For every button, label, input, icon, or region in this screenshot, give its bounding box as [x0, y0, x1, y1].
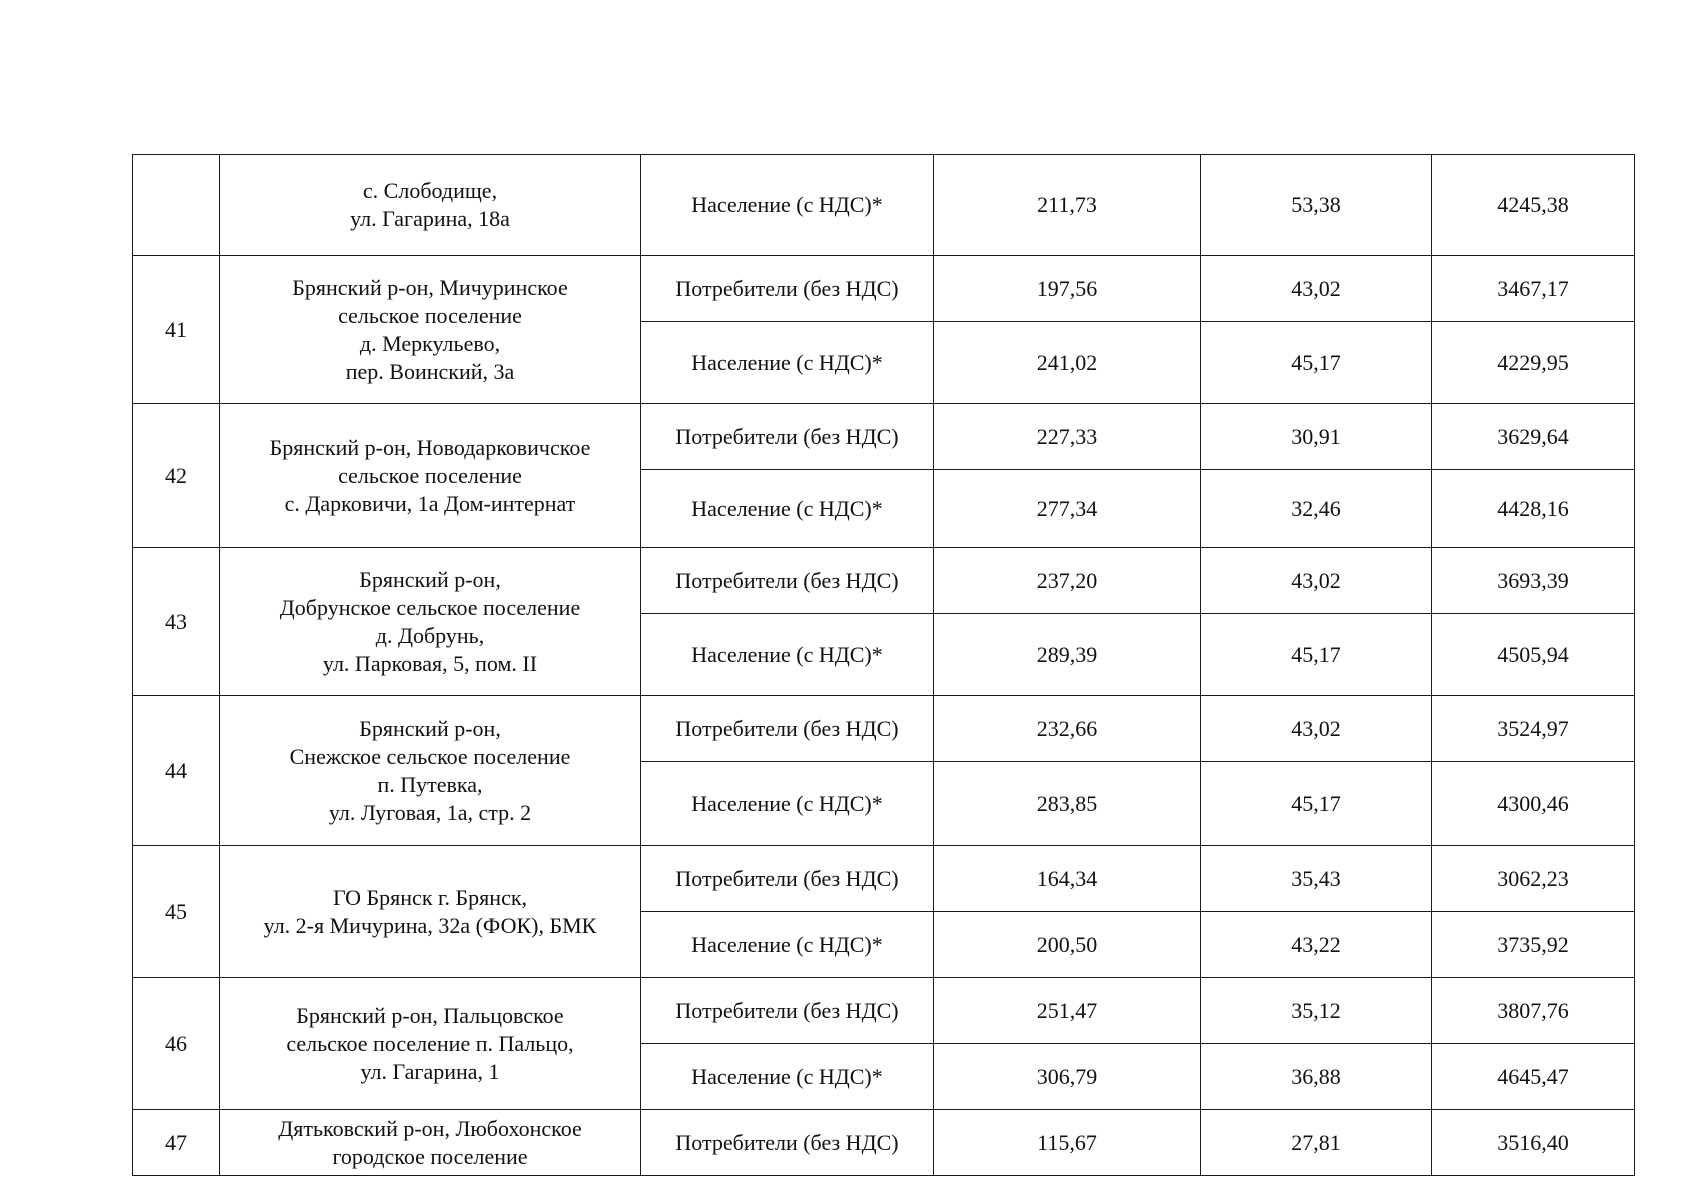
value-cell: 4645,47: [1432, 1044, 1635, 1110]
tariff-table: [132, 154, 1635, 1176]
address-line: Брянский р-он, Мичуринское: [292, 274, 568, 300]
consumer-category: Население (с НДС)*: [641, 470, 934, 548]
value-cell: 3467,17: [1432, 256, 1635, 322]
address-line: Добрунское сельское поселение: [279, 594, 581, 620]
value-cell: 30,91: [1201, 404, 1432, 470]
value-cell: 164,34: [934, 846, 1201, 912]
address-line: сельское поселение: [338, 462, 522, 488]
consumer-category: Население (с НДС)*: [641, 912, 934, 978]
address-line: Дятьковский р-он, Любохонское: [278, 1115, 582, 1141]
value-cell: 45,17: [1201, 322, 1432, 404]
row-number: 46: [133, 978, 220, 1110]
value-cell: 35,43: [1201, 846, 1432, 912]
value-cell: 4505,94: [1432, 614, 1635, 696]
table-row: [133, 978, 1635, 1044]
value-cell: 227,33: [934, 404, 1201, 470]
row-number: 43: [133, 548, 220, 696]
value-cell: 306,79: [934, 1044, 1201, 1110]
value-cell: 4245,38: [1432, 155, 1635, 256]
address-line: сельское поселение: [338, 302, 522, 328]
value-cell: 36,88: [1201, 1044, 1432, 1110]
consumer-category: Население (с НДС)*: [641, 614, 934, 696]
value-cell: 232,66: [934, 696, 1201, 762]
value-cell: 35,12: [1201, 978, 1432, 1044]
value-cell: 4300,46: [1432, 762, 1635, 846]
value-cell: 45,17: [1201, 614, 1432, 696]
consumer-category: Потребители (без НДС): [641, 404, 934, 470]
address-line: пер. Воинский, 3а: [345, 358, 515, 384]
table-row: [133, 696, 1635, 762]
address-cell: [220, 978, 641, 1110]
value-cell: 43,02: [1201, 548, 1432, 614]
consumer-category: Население (с НДС)*: [641, 762, 934, 846]
consumer-category: Потребители (без НДС): [641, 256, 934, 322]
consumer-category: Потребители (без НДС): [641, 1110, 934, 1176]
row-number: 45: [133, 846, 220, 978]
table-row: [133, 846, 1635, 912]
address-line: с. Слободище,: [362, 178, 498, 203]
value-cell: 43,02: [1201, 696, 1432, 762]
row-number: 44: [133, 696, 220, 846]
address-line: Брянский р-он, Пальцовское: [296, 1002, 564, 1028]
address-line: п. Путевка,: [377, 771, 483, 797]
consumer-category: Население (с НДС)*: [641, 1044, 934, 1110]
table-row: [133, 404, 1635, 470]
address-line: ул. Парковая, 5, пом. II: [322, 650, 538, 676]
value-cell: 43,02: [1201, 256, 1432, 322]
value-cell: 115,67: [934, 1110, 1201, 1176]
value-cell: 289,39: [934, 614, 1201, 696]
value-cell: 3629,64: [1432, 404, 1635, 470]
row-number: 42: [133, 404, 220, 548]
address-cell: [220, 548, 641, 696]
address-cell: [220, 256, 641, 404]
address-line: д. Добрунь,: [375, 622, 485, 648]
row-number: [133, 155, 220, 256]
address-line: Брянский р-он,: [359, 566, 501, 592]
value-cell: 200,50: [934, 912, 1201, 978]
address-cell: [220, 696, 641, 846]
table-row: [133, 1110, 1635, 1176]
consumer-category: Потребители (без НДС): [641, 846, 934, 912]
address-line: ул. Гагарина, 18а: [350, 206, 510, 231]
value-cell: 277,34: [934, 470, 1201, 548]
value-cell: 3693,39: [1432, 548, 1635, 614]
address-line: ул. Луговая, 1а, стр. 2: [328, 799, 532, 825]
consumer-category: Население (с НДС)*: [641, 322, 934, 404]
address-cell: [220, 155, 641, 256]
row-number: 47: [133, 1110, 220, 1176]
address-line: Брянский р-он, Новодарковичское: [269, 434, 591, 460]
address-line: с. Дарковичи, 1а Дом-интернат: [284, 490, 576, 516]
value-cell: 43,22: [1201, 912, 1432, 978]
value-cell: 32,46: [1201, 470, 1432, 548]
table-row: [133, 548, 1635, 614]
value-cell: 251,47: [934, 978, 1201, 1044]
address-line: сельское поселение п. Пальцо,: [286, 1030, 574, 1056]
address-line: Снежское сельское поселение: [289, 743, 571, 769]
address-cell: [220, 1110, 641, 1176]
address-line: ГО Брянск г. Брянск,: [332, 884, 528, 910]
row-number: 41: [133, 256, 220, 404]
value-cell: 3807,76: [1432, 978, 1635, 1044]
value-cell: 27,81: [1201, 1110, 1432, 1176]
value-cell: 211,73: [934, 155, 1201, 256]
value-cell: 241,02: [934, 322, 1201, 404]
consumer-category: Потребители (без НДС): [641, 548, 934, 614]
address-line: ул. 2-я Мичурина, 32а (ФОК), БМК: [263, 912, 597, 938]
value-cell: 53,38: [1201, 155, 1432, 256]
table-row: [133, 155, 1635, 256]
consumer-category: Население (с НДС)*: [641, 155, 934, 256]
value-cell: 3062,23: [1432, 846, 1635, 912]
table-row: [133, 256, 1635, 322]
value-cell: 45,17: [1201, 762, 1432, 846]
value-cell: 237,20: [934, 548, 1201, 614]
consumer-category: Потребители (без НДС): [641, 696, 934, 762]
value-cell: 3516,40: [1432, 1110, 1635, 1176]
address-line: Брянский р-он,: [359, 715, 501, 741]
address-cell: [220, 846, 641, 978]
value-cell: 283,85: [934, 762, 1201, 846]
address-line: ул. Гагарина, 1: [360, 1058, 500, 1084]
value-cell: 197,56: [934, 256, 1201, 322]
address-line: д. Меркульево,: [359, 330, 501, 356]
value-cell: 4428,16: [1432, 470, 1635, 548]
address-cell: [220, 404, 641, 548]
address-line: городское поселение: [332, 1143, 528, 1169]
value-cell: 3735,92: [1432, 912, 1635, 978]
consumer-category: Потребители (без НДС): [641, 978, 934, 1044]
value-cell: 3524,97: [1432, 696, 1635, 762]
value-cell: 4229,95: [1432, 322, 1635, 404]
